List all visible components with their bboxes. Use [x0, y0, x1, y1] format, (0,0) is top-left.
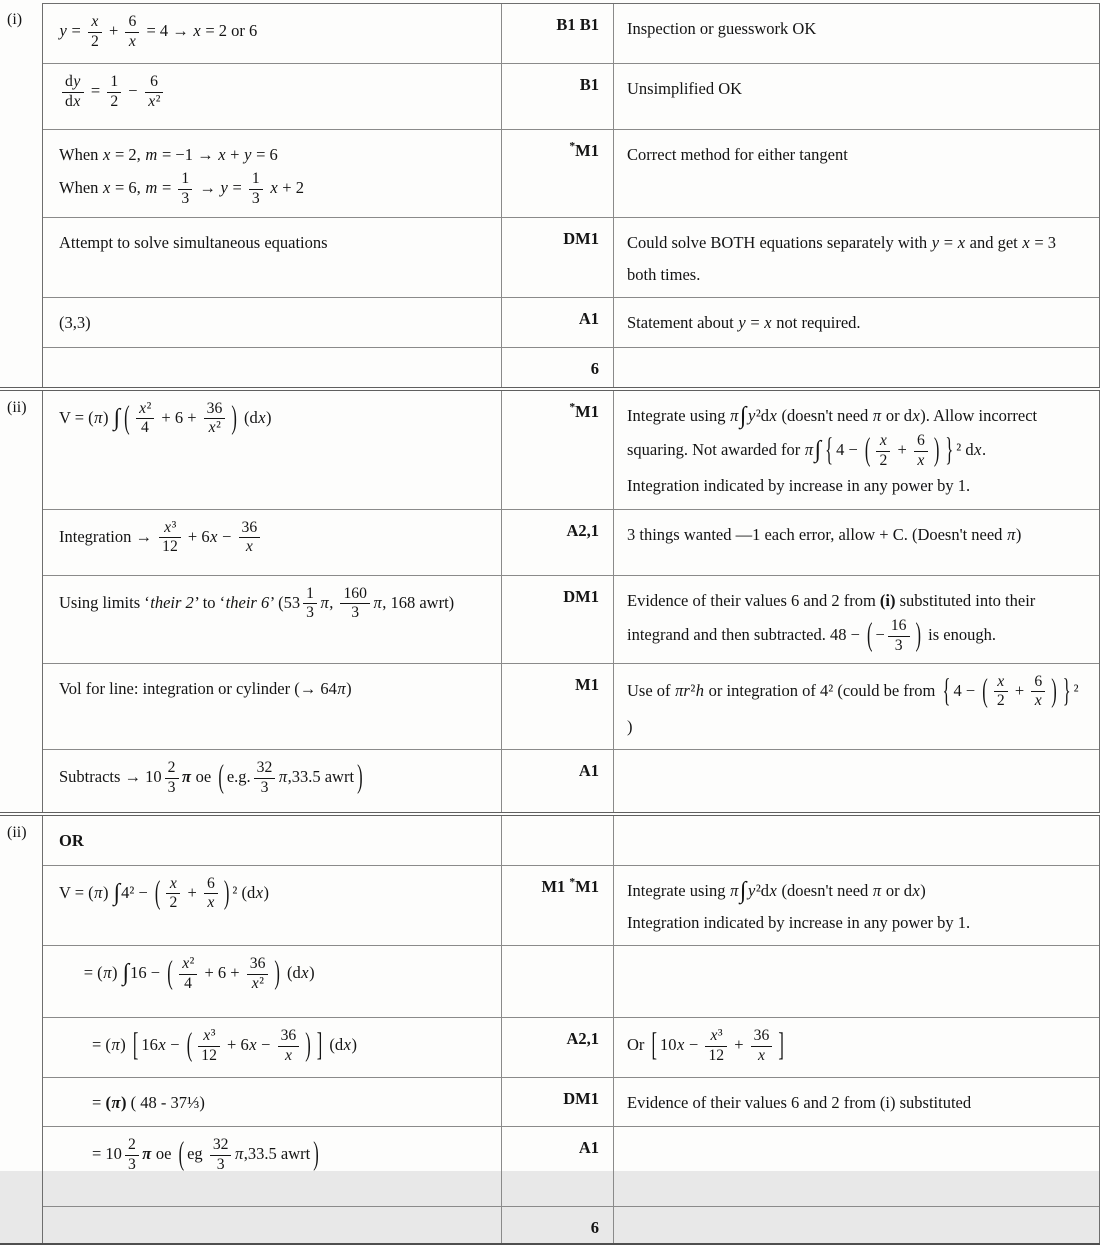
working-cell [43, 348, 501, 387]
fraction: $\frac{\text{x²}}{4}$ [136, 400, 155, 439]
marks-cell: B1 B1 [501, 4, 613, 63]
table-row [43, 750, 1099, 812]
marks-cell: DM1 [501, 1078, 613, 1126]
comment-cell: 3 things wanted —1 each error, allow + C. (Doesn't need π) [613, 510, 1099, 575]
part-label: (ii) [7, 398, 27, 416]
comment-cell [613, 1207, 1099, 1243]
comment-cell: Correct method for either tangent [613, 130, 1099, 217]
integral-sign: ∫ [122, 960, 130, 987]
working-cell: $\frac{dy}{dx}$ = $\frac{1}{2}$ − $\frac{6}{\text{x²}}$ [43, 64, 501, 129]
marks-cell: A2,1 [501, 510, 613, 575]
fraction: $\frac{6}{x}$ [914, 432, 928, 471]
working-cell: OR [59, 831, 84, 851]
working-cell [43, 1207, 501, 1243]
working-cell: y = $\frac{x}{2}$ + $\frac{6}{x}$ = 4 → x = 2 or 6 [59, 13, 258, 50]
working-cell: (3,3) [59, 313, 91, 333]
fraction: $\frac{36}{\text{x²}}$ [204, 400, 226, 439]
integral-sign: ∫ [113, 880, 121, 907]
working-cell: Integration → $\frac{\text{x³}}{12}$ + 6x − $\frac{36}{x}$ [43, 510, 501, 575]
working-cell: = (π) ( 48 - 37⅓) [59, 1093, 205, 1113]
marks-cell: 6 [501, 1207, 613, 1243]
table-row [43, 348, 1099, 387]
comment-cell: Integrate using π∫y²dx (doesn't need π or dx). Allow incorrect squaring. Not awarded for π∫ { 4 − ( $\frac{x}{2}$ + $\frac{6}{x}$ ) } ² dx. Integration indicated by increase in any power by 1. [613, 391, 1099, 509]
fraction: $\frac{36}{x}$ [751, 1027, 773, 1066]
comment-cell: Unsimplified OK [613, 64, 1099, 129]
table-row [43, 816, 1099, 865]
table-row [43, 1127, 1099, 1207]
fraction: $\frac{2}{3}$ [125, 1136, 139, 1175]
marks-cell [501, 946, 613, 1017]
part-label: (ii) [7, 824, 27, 842]
marks-cell: A1 [501, 298, 613, 346]
marks-cell [501, 816, 613, 864]
marks-cell: *M1 [501, 130, 613, 217]
marks-cell: *M1 [501, 391, 613, 509]
working-cell: Attempt to solve simultaneous equations [59, 232, 328, 252]
part-label: (i) [7, 11, 23, 28]
table-row [43, 1207, 1099, 1243]
fraction: $\frac{36}{x}$ [239, 519, 261, 558]
comment-cell: Could solve BOTH equations separately with y = x and get x = 3 both times. [613, 218, 1099, 297]
fraction: $\frac{x}{2}$ [994, 673, 1008, 712]
comment-cell: Or [ 10x − $\frac{\text{x³}}{12}$ + $\frac{36}{x}$ ] [613, 1018, 1099, 1077]
section-grid [42, 816, 1100, 1243]
comment-cell [613, 348, 1099, 387]
integral-sign: ∫ [113, 405, 121, 432]
comment-cell: Integrate using π∫y²dx (doesn't need π or dx) Integration indicated by increase in any power by 1. [613, 866, 1099, 945]
fraction: $\frac{6}{x}$ [204, 875, 218, 914]
section-grid [42, 391, 1100, 813]
dependent-mark-star: * [569, 876, 576, 889]
mark-scheme-section [0, 391, 1100, 813]
fraction: $\frac{6}{x}$ [125, 13, 139, 52]
fraction: $\frac{1}{3}$ [303, 585, 317, 624]
mark-scheme-table [0, 3, 1100, 1245]
fraction: $\frac{\text{x³}}{12}$ [198, 1027, 220, 1066]
working-cell: Using limits ‘their 2’ to ‘their 6’ (53 $\frac{1}{3}$ π, $\frac{160}{3}$ π, 168 awrt) [59, 584, 455, 622]
integral-sign: ∫ [739, 878, 747, 905]
table-row [43, 391, 1099, 510]
table-row [43, 1018, 1099, 1078]
fraction: $\frac{1}{2}$ [107, 73, 121, 112]
table-row [43, 218, 1099, 298]
comment-cell: Evidence of their values 6 and 2 from (i) substituted [613, 1078, 1099, 1126]
fraction: $\frac{32}{3}$ [254, 759, 276, 798]
comment-cell [613, 946, 1099, 1017]
comment-cell [613, 750, 1099, 812]
comment-cell: Statement about y = x not required. [613, 298, 1099, 346]
fraction: $\frac{6}{\text{x²}}$ [145, 73, 164, 112]
marks-cell: DM1 [501, 218, 613, 297]
fraction: $\frac{1}{3}$ [178, 170, 192, 209]
table-row [43, 866, 1099, 946]
working-cell: V = (π) ∫ ( $\frac{\text{x²}}{4}$ + 6 + $\frac{36}{\text{x²}}$ ) (dx) [59, 397, 272, 437]
fraction: $\frac{36}{\text{x²}}$ [247, 955, 269, 994]
working-cell: = 10 $\frac{2}{3}$ π oe ( eg $\frac{32}{3}$ π,33.5 awrt ) [59, 1134, 319, 1174]
table-row [43, 298, 1099, 347]
integral-sign: ∫ [739, 403, 747, 430]
fraction: $\frac{160}{3}$ [340, 585, 369, 624]
working-cell: When x = 2, m = −1 → x + y = 6 When x = 6, m = $\frac{1}{3}$ → y = $\frac{1}{3}$ x + 2 [59, 145, 304, 208]
fraction: $\frac{1}{3}$ [249, 170, 263, 209]
fraction: $\frac{x}{2}$ [876, 432, 890, 471]
table-row [43, 130, 1099, 218]
table-row [43, 64, 1099, 130]
comment-cell [613, 1127, 1099, 1206]
table-row [43, 1078, 1099, 1127]
marks-cell: 6 [501, 348, 613, 387]
marks-cell: A1 [501, 1127, 613, 1206]
mark-scheme-section [0, 816, 1100, 1243]
fraction: $\frac{\text{x³}}{12}$ [159, 519, 181, 558]
working-cell: V = (π) ∫4² − ( $\frac{x}{2}$ + $\frac{6}{x}$ ) ² (dx) [59, 872, 270, 912]
table-row [43, 576, 1099, 664]
fraction: $\frac{32}{3}$ [210, 1136, 232, 1175]
working-cell: = (π) [ 16x − ( $\frac{\text{x³}}{12}$ + 6x − $\frac{36}{x}$ ) ] (dx) [59, 1024, 357, 1064]
fraction: $\frac{2}{3}$ [165, 759, 179, 798]
fraction: $\frac{6}{x}$ [1031, 673, 1045, 712]
mark-scheme-section [0, 3, 1100, 387]
marks-cell: B1 [501, 64, 613, 129]
dependent-mark-star: * [569, 401, 576, 414]
fraction: $\frac{36}{x}$ [278, 1027, 300, 1066]
working-cell: = (π) ∫16 − ( $\frac{\text{x²}}{4}$ + 6 + $\frac{36}{\text{x²}}$ ) (dx) [59, 952, 315, 992]
table-row [43, 664, 1099, 751]
comment-cell: Use of πr²h or integration of 4² (could be from { 4 − ( $\frac{x}{2}$ + $\frac{6}{x}$ ) } ² ) [613, 664, 1099, 750]
section-grid [42, 3, 1100, 387]
comment-cell: Evidence of their values 6 and 2 from (i) substituted into their integrand and then subtracted. 48 − ( − $\frac{16}{3}$ ) is enough. [613, 576, 1099, 663]
table-row [43, 4, 1099, 64]
integral-sign: ∫ [814, 437, 822, 464]
table-row [43, 510, 1099, 576]
working-cell: Subtracts → 10 $\frac{2}{3}$ π oe ( e.g. $\frac{32}{3}$ π,33.5 awrt ) [59, 757, 363, 797]
fraction: $\frac{\text{x³}}{12}$ [705, 1027, 727, 1066]
marks-cell: DM1 [501, 576, 613, 663]
marks-cell: M1 [501, 664, 613, 750]
marks-cell: M1 *M1 [501, 866, 613, 945]
fraction: $\frac{x}{2}$ [88, 13, 102, 52]
marks-cell: A1 [501, 750, 613, 812]
fraction: $\frac{dy}{dx}$ [62, 73, 84, 112]
comment-cell: Inspection or guesswork OK [613, 4, 1099, 63]
table-row [43, 946, 1099, 1018]
marks-cell: A2,1 [501, 1018, 613, 1077]
comment-cell [613, 816, 1099, 864]
fraction: $\frac{\text{x²}}{4}$ [179, 955, 198, 994]
working-cell: Vol for line: integration or cylinder (→ 64π) [59, 678, 352, 698]
dependent-mark-star: * [569, 140, 576, 153]
fraction: $\frac{16}{3}$ [888, 617, 910, 656]
fraction: $\frac{x}{2}$ [166, 875, 180, 914]
